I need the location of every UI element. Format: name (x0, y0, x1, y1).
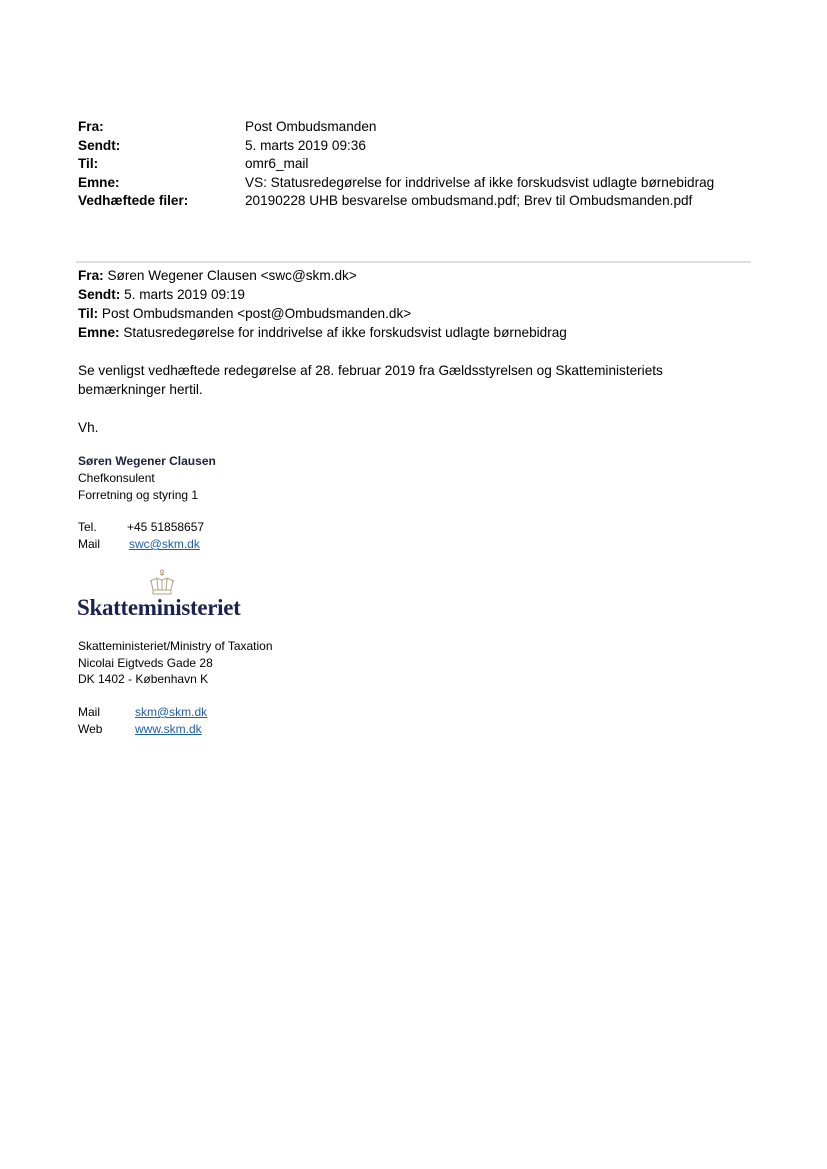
signature-title: Chefkonsulent (78, 471, 155, 485)
header-value-from: Post Ombudsmanden (245, 119, 377, 134)
signature-tel-value: +45 51858657 (127, 520, 205, 534)
header-value-attachments[interactable]: 20190228 UHB besvarelse ombudsmand.pdf; Brev til Ombudsmanden.pdf (245, 193, 693, 208)
original-subject-label: Emne: (78, 325, 120, 340)
signature-mail-label: Mail (78, 537, 101, 551)
org-line-2: Nicolai Eigtveds Gade 28 (78, 656, 213, 670)
original-from-label: Fra: (78, 268, 104, 283)
org-line-3: DK 1402 - København K (78, 672, 209, 686)
signature-mail-link[interactable]: swc@skm.dk (129, 537, 200, 551)
original-from-line (78, 267, 357, 286)
crown-icon (147, 569, 177, 597)
body-paragraph: Se venligst vedhæftede redegørelse af 28. februar 2019 fra Gældsstyrelsen og Skatteministeriets bemærkninger hertil. (78, 363, 663, 397)
signature-department: Forretning og styring 1 (78, 488, 199, 502)
org-web-label: Web (78, 722, 103, 736)
header-label-from: Fra: (78, 119, 104, 134)
header-separator (76, 261, 751, 263)
original-subject-line (78, 324, 567, 343)
signature-tel-line (78, 519, 204, 536)
original-from-value: Søren Wegener Clausen <swc@skm.dk> (107, 268, 357, 283)
skatteministeriet-logo: Skatteministeriet (77, 595, 241, 620)
org-mail-line (78, 704, 207, 721)
signature-tel-label: Tel. (78, 520, 97, 534)
org-mail-label: Mail (78, 705, 101, 719)
header-value-subject: VS: Statusredegørelse for inddrivelse af ikke forskudsvist udlagte børnebidrag (245, 174, 715, 190)
original-sent-value: 5. marts 2019 09:19 (124, 287, 245, 302)
header-label-subject: Emne: (78, 174, 120, 190)
header-label-to: Til: (78, 156, 99, 171)
header-label-attachments: Vedhæftede filer: (78, 193, 189, 208)
org-web-link[interactable]: www.skm.dk (135, 722, 202, 736)
original-to-line (78, 305, 411, 324)
org-line-1: Skatteministeriet/Ministry of Taxation (78, 639, 273, 653)
original-sent-label: Sendt: (78, 287, 121, 302)
original-sent-line (78, 286, 245, 305)
signature-name: Søren Wegener Clausen (78, 454, 216, 468)
original-to-value: Post Ombudsmanden <post@Ombudsmanden.dk> (101, 306, 412, 321)
header-value-to: omr6_mail (245, 156, 309, 171)
org-mail-link[interactable]: skm@skm.dk (135, 705, 208, 719)
signature-mail-line (78, 536, 200, 553)
original-to-label: Til: (78, 306, 99, 321)
original-subject-value: Statusredegørelse for inddrivelse af ikke forskudsvist udlagte børnebidrag (123, 325, 567, 340)
body-closing: Vh. (78, 420, 99, 435)
header-label-sent: Sendt: (78, 137, 121, 153)
header-value-sent: 5. marts 2019 09:36 (245, 137, 366, 153)
org-web-line (78, 721, 202, 738)
